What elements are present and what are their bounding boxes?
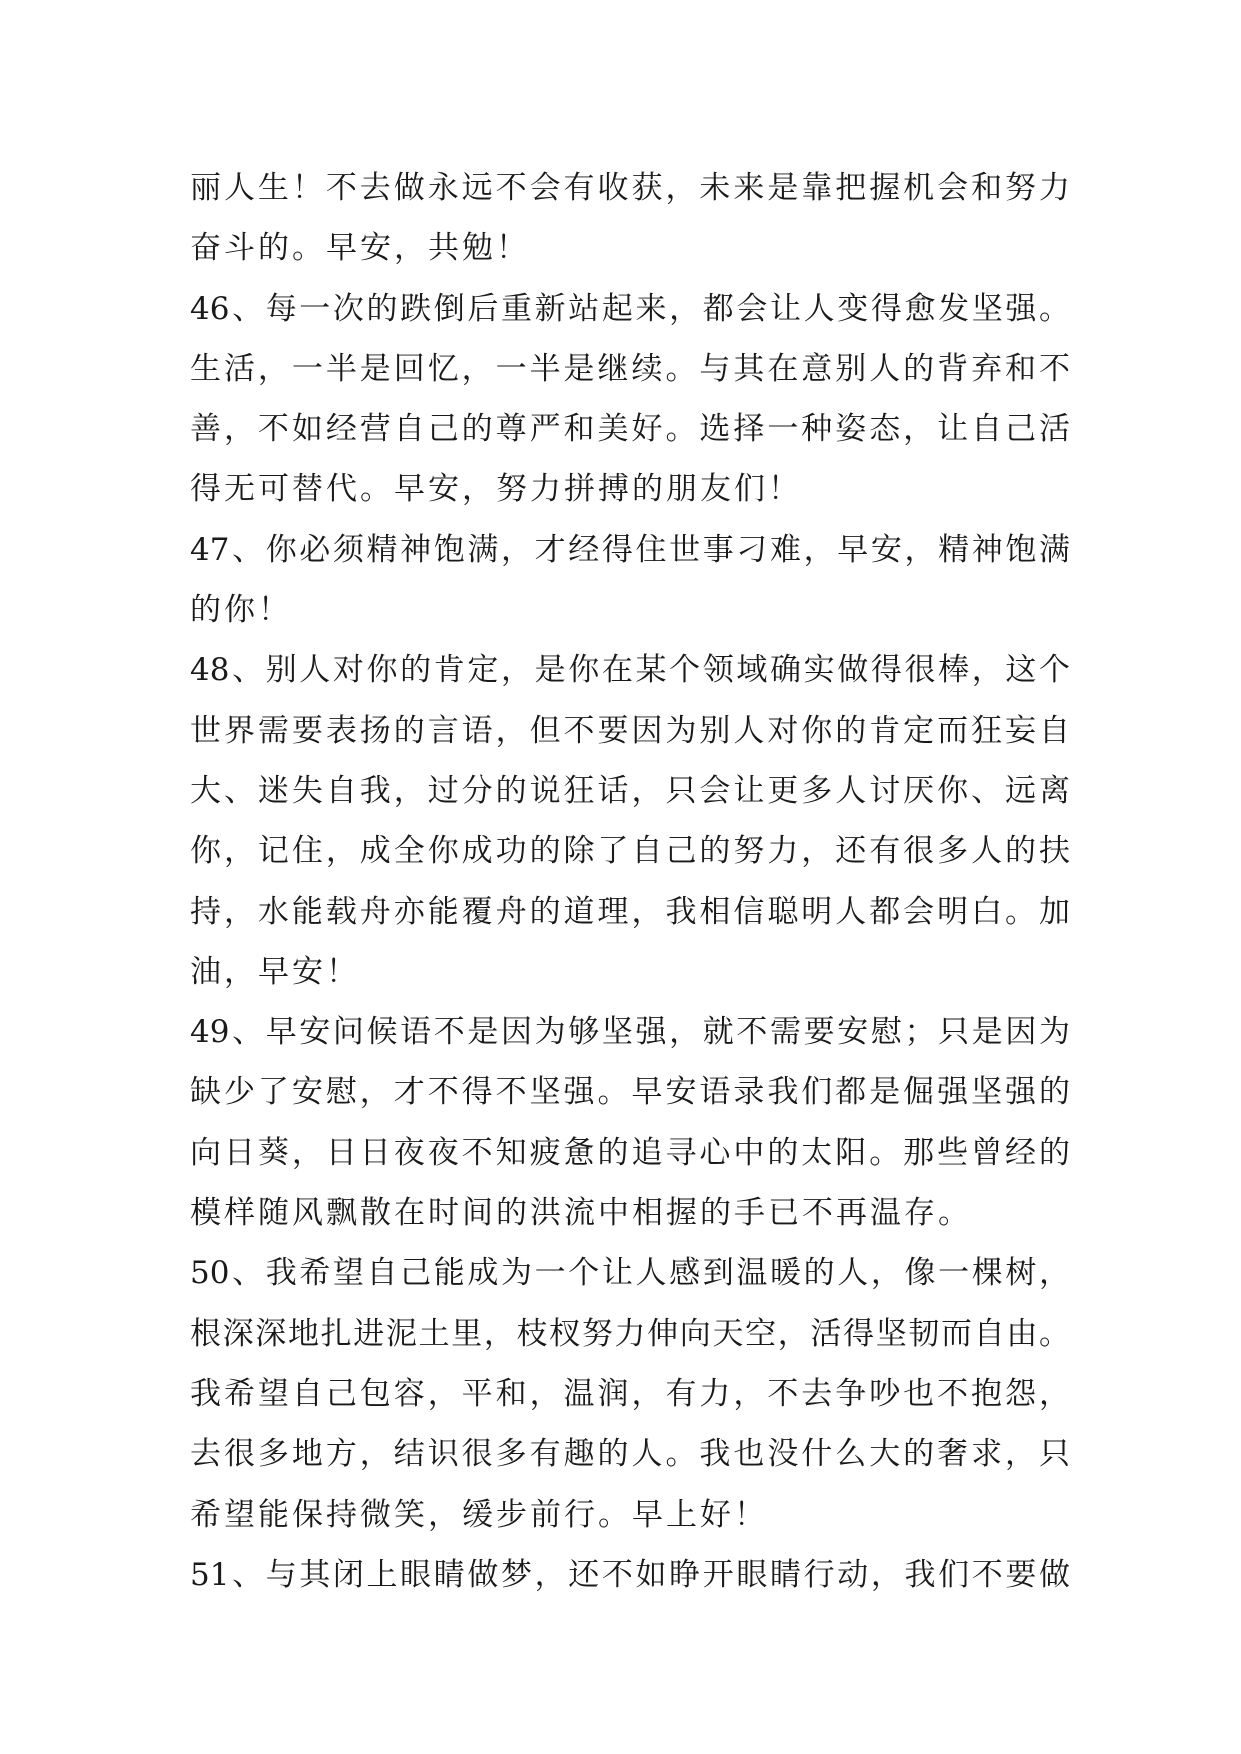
text-line: 你，记住，成全你成功的除了自己的努力，还有很多人的扶 [190,833,1070,870]
text-line: 47、你必须精神饱满，才经得住世事刁难，早安，精神饱满 [190,531,1070,568]
text-line: 持，水能载舟亦能覆舟的道理，我相信聪明人都会明白。加 [190,893,1070,930]
text-line: 49、早安问候语不是因为够坚强，就不需要安慰；只是因为 [190,1014,1070,1051]
body-text [190,158,1070,1605]
text-line: 油，早安！ [190,953,360,990]
text-line: 丽人生！不去做永远不会有收获，未来是靠把握机会和努力 [190,170,1070,206]
text-line: 48、别人对你的肯定，是你在某个领域确实做得很棒，这个 [190,652,1070,689]
text-line: 50、我希望自己能成为一个让人感到温暖的人，像一棵树， [190,1255,1070,1292]
text-line: 向日葵，日日夜夜不知疲惫的追寻心中的太阳。那些曾经的 [190,1134,1070,1171]
text-line: 得无可替代。早安，努力拼搏的朋友们！ [190,471,802,508]
text-line: 希望能保持微笑，缓步前行。早上好！ [190,1496,768,1533]
text-line: 51、与其闭上眼睛做梦，还不如睁开眼睛行动，我们不要做 [190,1556,1070,1593]
text-line: 生活，一半是回忆，一半是继续。与其在意别人的背弃和不 [190,350,1070,387]
text-line: 模样随风飘散在时间的洪流中相握的手已不再温存。 [190,1195,972,1232]
text-line: 世界需要表扬的言语，但不要因为别人对你的肯定而狂妄自 [190,712,1070,749]
text-line: 善，不如经营自己的尊严和美好。选择一种姿态，让自己活 [190,411,1070,448]
text-line: 大、迷失自我，过分的说狂话，只会让更多人讨厌你、远离 [190,772,1070,809]
text-line: 缺少了安慰，才不得不坚强。早安语录我们都是倔强坚强的 [190,1074,1070,1111]
text-line: 根深深地扎进泥土里，枝杈努力伸向天空，活得坚韧而自由。 [190,1315,1070,1352]
text-line: 去很多地方，结识很多有趣的人。我也没什么大的奢求，只 [190,1436,1070,1473]
text-line: 的你！ [190,592,292,629]
text-line: 奋斗的。早安，共勉！ [190,230,530,267]
text-line: 我希望自己包容，平和，温润，有力，不去争吵也不抱怨， [190,1375,1070,1412]
text-line: 46、每一次的跌倒后重新站起来，都会让人变得愈发坚强。 [190,290,1070,327]
